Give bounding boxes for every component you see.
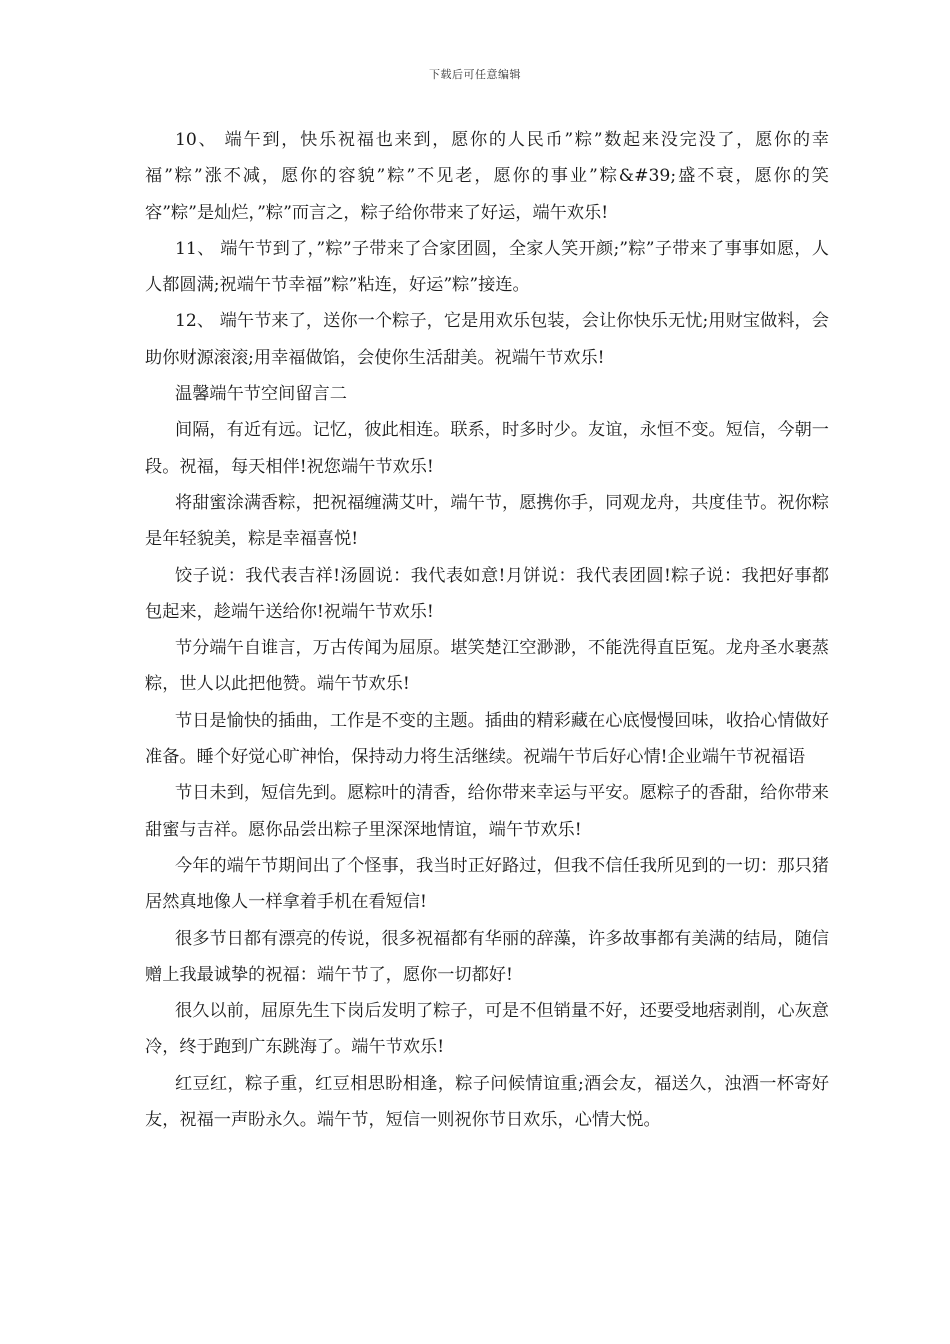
paragraph: 节分端午自谁言，万古传闻为屈原。堪笑楚江空渺渺，不能洗得直臣冤。龙舟圣水裹蒸粽，世人以此把他赞。端午节欢乐! xyxy=(145,638,829,695)
page-header: 下载后可任意编辑 xyxy=(429,68,521,81)
paragraph: 红豆红，粽子重，红豆相思盼相逢，粽子问候情谊重;酒会友，福送久，浊酒一杯寄好友，祝福一声盼永久。端午节，短信一则祝你节日欢乐，心情大悦。 xyxy=(145,1073,829,1131)
paragraph: 10、 端午到，快乐祝福也来到，愿你的人民币”粽”数起来没完没了，愿你的幸福”粽”涨不减，愿你的容貌”粽”不见老，愿你的事业”粽&#39;盛不衰，愿你的笑容”粽”是灿烂，”粽”而言之，粽子给你带来了好运，端午欢乐! xyxy=(145,130,829,223)
paragraph: 12、 端午节来了，送你一个粽子，它是用欢乐包装，会让你快乐无忧;用财宝做料，会助你财源滚滚;用幸福做馅，会使你生活甜美。祝端午节欢乐! xyxy=(145,311,829,368)
paragraph: 很多节日都有漂亮的传说，很多祝福都有华丽的辞藻，许多故事都有美满的结局，随信赠上我最诚挚的祝福：端午节了，愿你一切都好! xyxy=(145,928,829,985)
document-body xyxy=(145,122,829,1138)
paragraph: 将甜蜜涂满香粽，把祝福缠满艾叶，端午节，愿携你手，同观龙舟，共度佳节。祝你粽是年轻貌美，粽是幸福喜悦! xyxy=(145,492,829,550)
paragraph: 间隔，有近有远。记忆，彼此相连。联系，时多时少。友谊，永恒不变。短信，今朝一段。祝福，每天相伴!祝您端午节欢乐! xyxy=(145,420,829,477)
paragraph: 节日是愉快的插曲，工作是不变的主题。插曲的精彩藏在心底慢慢回味，收拾心情做好准备。睡个好觉心旷神怡，保持动力将生活继续。祝端午节后好心情!企业端午节祝福语 xyxy=(145,710,829,768)
paragraph: 很久以前，屈原先生下岗后发明了粽子，可是不但销量不好，还要受地痞剥削，心灰意冷，终于跑到广东跳海了。端午节欢乐! xyxy=(145,1001,829,1058)
paragraph: 饺子说：我代表吉祥!汤圆说：我代表如意!月饼说：我代表团圆!粽子说：我把好事都包起来，趁端午送给你!祝端午节欢乐! xyxy=(145,565,829,622)
paragraph: 11、 端午节到了，”粽”子带来了合家团圆，全家人笑开颜;”粽”子带来了事事如愿，人人都圆满;祝端午节幸福”粽”粘连，好运”粽”接连。 xyxy=(145,238,829,296)
paragraph: 节日未到，短信先到。愿粽叶的清香，给你带来幸运与平安。愿粽子的香甜，给你带来甜蜜与吉祥。愿你品尝出粽子里深深地情谊，端午节欢乐! xyxy=(145,783,829,840)
section-heading: 温馨端午节空间留言二 xyxy=(175,384,347,405)
paragraph: 今年的端午节期间出了个怪事，我当时正好路过，但我不信任我所见到的一切：那只猪居然真地像人一样拿着手机在看短信! xyxy=(145,855,829,913)
